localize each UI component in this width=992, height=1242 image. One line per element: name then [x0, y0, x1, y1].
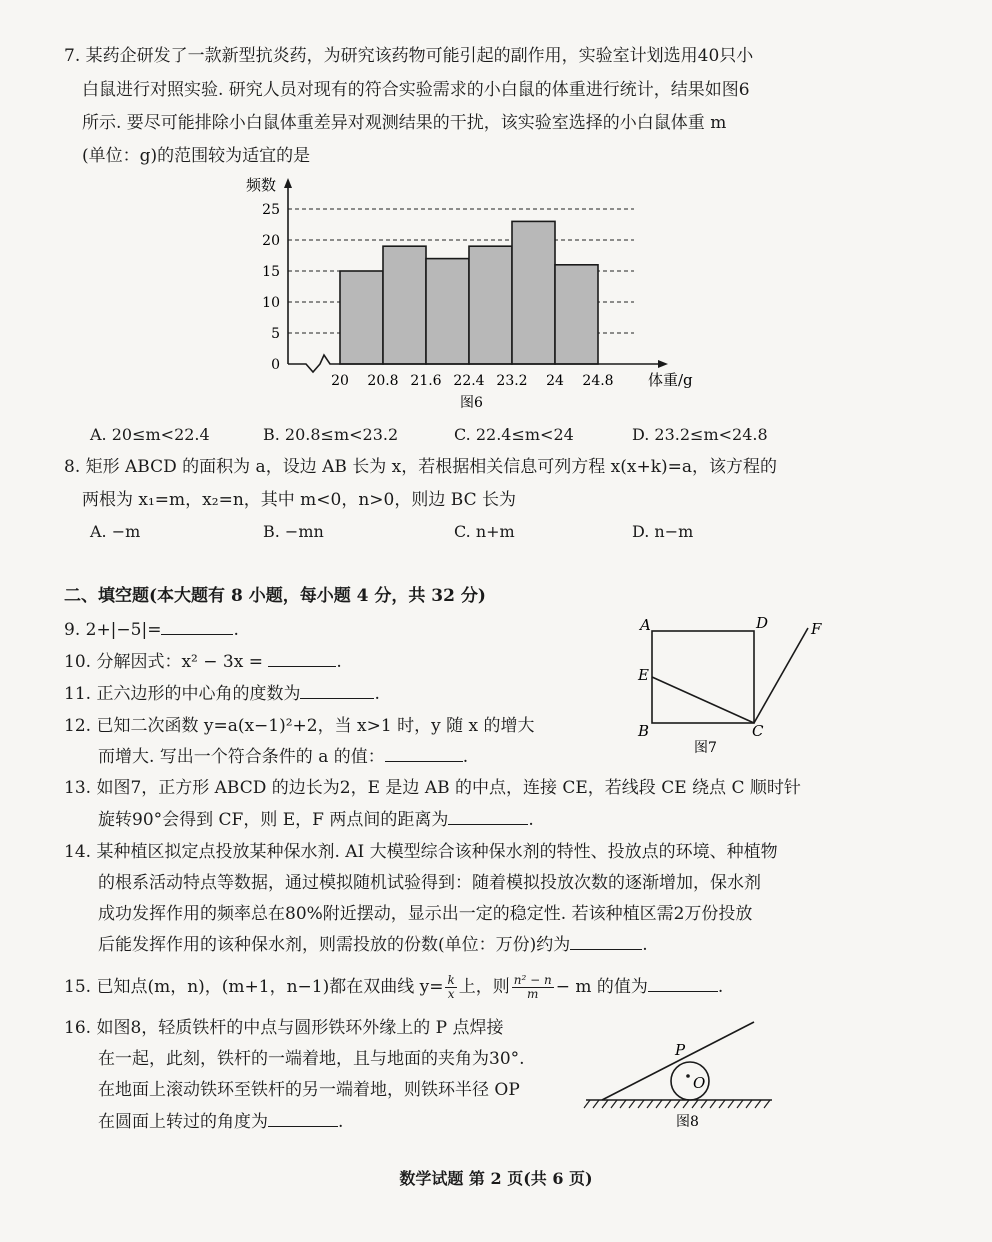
hatch-mark — [728, 1100, 734, 1108]
q7-line4: (单位：g)的范围较为适宜的是 — [82, 146, 311, 166]
iron-rod — [602, 1022, 754, 1100]
q14-line2: 的根系活动特点等数据，通过模拟随机试验得到：随着模拟投放次数的逐渐增加，保水剂 — [98, 873, 761, 893]
y-tick-label: 15 — [262, 264, 280, 280]
q8-option-a: A. −m — [90, 522, 141, 541]
q12-end: . — [462, 747, 469, 767]
y-tick-label: 20 — [262, 233, 280, 249]
q9-text: 9. 2+|−5|= — [64, 620, 162, 640]
hatch-mark — [746, 1100, 752, 1108]
q15-frac2-num: n² − n — [513, 973, 552, 987]
figure-6-histogram — [230, 172, 710, 416]
q16-line1: 16. 如图8，轻质铁杆的中点与圆形铁环外缘上的 P 点焊接 — [64, 1018, 504, 1038]
q14-line1: 14. 某种植区拟定点投放某种保水剂. AI 大模型综合该种保水剂的特性、投放点的环境、种植物 — [64, 842, 778, 862]
q15-pre: 15. 已知点(m，n)，(m+1，n−1)都在双曲线 y= — [64, 977, 444, 997]
segment-cf — [754, 628, 808, 723]
label-a: A — [640, 616, 651, 634]
q7-option-c: C. 22.4≤m<24 — [454, 425, 574, 444]
q8-line2: 两根为 x₁=m，x₂=n，其中 m<0，n>0，则边 BC 长为 — [82, 490, 516, 510]
hatch-mark — [737, 1100, 743, 1108]
q9 — [64, 618, 239, 642]
q10-text: 10. 分解因式：x² − 3x = — [64, 652, 263, 672]
q14-line4 — [98, 933, 648, 957]
hatch-mark — [593, 1100, 599, 1108]
x-tick-label: 24.8 — [582, 373, 614, 389]
label-o: O — [693, 1074, 706, 1092]
histogram-bar — [426, 259, 469, 364]
q7-option-d: D. 23.2≤m<24.8 — [632, 425, 768, 444]
q11-end: . — [374, 684, 380, 704]
page-footer: 数学试题 第 2 页(共 6 页) — [399, 1169, 593, 1188]
figure-7-caption: 图7 — [694, 740, 717, 756]
x-tick-label: 24 — [546, 373, 564, 389]
q10-end: . — [336, 652, 342, 672]
q12-line2 — [98, 745, 468, 769]
q14-end: . — [642, 935, 648, 955]
q8-line1: 8. 矩形 ABCD 的面积为 a，设边 AB 长为 x，若根据相关信息可列方程 x(x+k)=a，该方程的 — [64, 457, 778, 477]
section-heading: 二、填空题(本大题有 8 小题，每小题 4 分，共 32 分) — [64, 586, 486, 606]
hatch-mark — [674, 1100, 680, 1108]
x-tick-label: 23.2 — [496, 373, 528, 389]
q12-line1: 12. 已知二次函数 y=a(x−1)²+2，当 x>1 时，y 随 x 的增大 — [64, 716, 535, 736]
q15-answer-blank — [648, 975, 718, 992]
q7-option-a: A. 20≤m<22.4 — [90, 425, 210, 444]
label-f: F — [811, 620, 822, 638]
hatch-mark — [611, 1100, 617, 1108]
hatch-mark — [755, 1100, 761, 1108]
hatch-mark — [701, 1100, 707, 1108]
q13-answer-blank — [448, 808, 528, 825]
square-abcd — [652, 631, 754, 723]
label-e: E — [638, 666, 649, 684]
q12-answer-blank — [385, 745, 463, 762]
histogram-bar — [512, 221, 555, 364]
center-o-dot — [686, 1074, 690, 1078]
y-tick-label: 25 — [262, 202, 280, 218]
label-p: P — [675, 1041, 686, 1059]
q15-mid: 上，则 — [458, 977, 510, 997]
q16-end: . — [338, 1112, 344, 1132]
x-tick-label: 22.4 — [453, 373, 485, 389]
figure-6-caption: 图6 — [460, 395, 483, 411]
hatch-mark — [692, 1100, 698, 1108]
q16-line3: 在地面上滚动铁环至铁杆的另一端着地，则铁环半径 OP — [98, 1080, 520, 1100]
q9-end: . — [233, 620, 239, 640]
figure-7-square — [630, 612, 830, 762]
x-axis-title: 体重/g — [648, 371, 693, 389]
q15-end: . — [717, 977, 724, 997]
figure-8-caption: 图8 — [676, 1114, 699, 1130]
hatch-mark — [719, 1100, 725, 1108]
hatch-mark — [710, 1100, 716, 1108]
hatch-mark — [665, 1100, 671, 1108]
histogram-bar — [340, 271, 383, 364]
hatch-mark — [656, 1100, 662, 1108]
q16-line4-text: 在圆面上转过的角度为 — [98, 1112, 268, 1132]
q12-line2-text: 而增大. 写出一个符合条件的 a 的值： — [98, 747, 385, 767]
q9-answer-blank — [161, 618, 233, 635]
histogram-bar — [469, 246, 512, 364]
hatch-mark — [683, 1100, 689, 1108]
q15-fraction — [512, 974, 554, 1001]
y-axis-title: 频数 — [246, 176, 277, 194]
y-axis-arrow — [284, 178, 292, 188]
q7-line2: 白鼠进行对照实验. 研究人员对现有的符合实验需求的小白鼠的体重进行统计，结果如图6 — [82, 80, 750, 100]
hatch-mark — [647, 1100, 653, 1108]
q11-answer-blank — [300, 682, 374, 699]
q13-line1: 13. 如图7，正方形 ABCD 的边长为2，E 是边 AB 的中点，连接 CE，若线段 CE 绕点 C 顺时针 — [64, 778, 801, 798]
x-axis-arrow — [658, 360, 668, 368]
q15 — [64, 972, 723, 1002]
label-b: B — [638, 722, 650, 740]
hatch-mark — [584, 1100, 590, 1108]
q14-answer-blank — [570, 933, 642, 950]
y-tick-label: 0 — [271, 357, 280, 373]
q16-line4 — [98, 1110, 343, 1134]
x-tick-label: 20 — [331, 373, 349, 389]
segment-ce — [652, 677, 754, 723]
q13-end: . — [528, 810, 534, 830]
q15-frac1-den: x — [447, 987, 455, 1001]
q8-option-d: D. n−m — [632, 522, 694, 541]
q7-line1: 7. 某药企研发了一款新型抗炎药，为研究该药物可能引起的副作用，实验室计划选用40只小 — [64, 46, 754, 66]
label-c: C — [752, 722, 764, 740]
hatch-mark — [764, 1100, 770, 1108]
q14-line4-text: 后能发挥作用的该种保水剂，则需投放的份数(单位：万份)约为 — [98, 935, 571, 955]
histogram-bar — [555, 265, 598, 364]
q15-frac1-num: k — [447, 973, 455, 987]
q8-option-c: C. n+m — [454, 522, 515, 541]
y-tick-label: 5 — [271, 326, 280, 342]
q14-line3: 成功发挥作用的频率总在80%附近摆动，显示出一定的稳定性. 若该种植区需2万份投放 — [98, 904, 753, 924]
q15-fraction-k-over-x — [445, 974, 456, 1001]
q13-line2 — [98, 808, 534, 832]
q10 — [64, 650, 342, 674]
q10-answer-blank — [268, 650, 336, 667]
q7-option-b: B. 20.8≤m<23.2 — [263, 425, 399, 444]
q11 — [64, 682, 380, 706]
q8-option-b: B. −mn — [263, 522, 324, 541]
label-d: D — [756, 614, 769, 632]
q15-post: − m 的值为 — [555, 977, 648, 997]
x-tick-label: 21.6 — [410, 373, 442, 389]
hatch-mark — [620, 1100, 626, 1108]
q16-line2: 在一起，此刻，铁杆的一端着地，且与地面的夹角为30°. — [98, 1049, 525, 1069]
hatch-mark — [638, 1100, 644, 1108]
hatch-mark — [602, 1100, 608, 1108]
hatch-mark — [629, 1100, 635, 1108]
ground-hatching — [584, 1100, 770, 1108]
q11-text: 11. 正六边形的中心角的度数为 — [64, 684, 301, 704]
figure-8-ring — [580, 1012, 780, 1137]
q13-line2-text: 旋转90°会得到 CF，则 E，F 两点间的距离为 — [98, 810, 449, 830]
q15-frac2-den: m — [527, 987, 539, 1001]
histogram-bar — [383, 246, 426, 364]
x-tick-label: 20.8 — [367, 373, 399, 389]
q16-answer-blank — [268, 1110, 338, 1127]
q7-line3: 所示. 要尽可能排除小白鼠体重差异对观测结果的干扰，该实验室选择的小白鼠体重 m — [82, 113, 727, 133]
y-tick-label: 10 — [262, 295, 280, 311]
